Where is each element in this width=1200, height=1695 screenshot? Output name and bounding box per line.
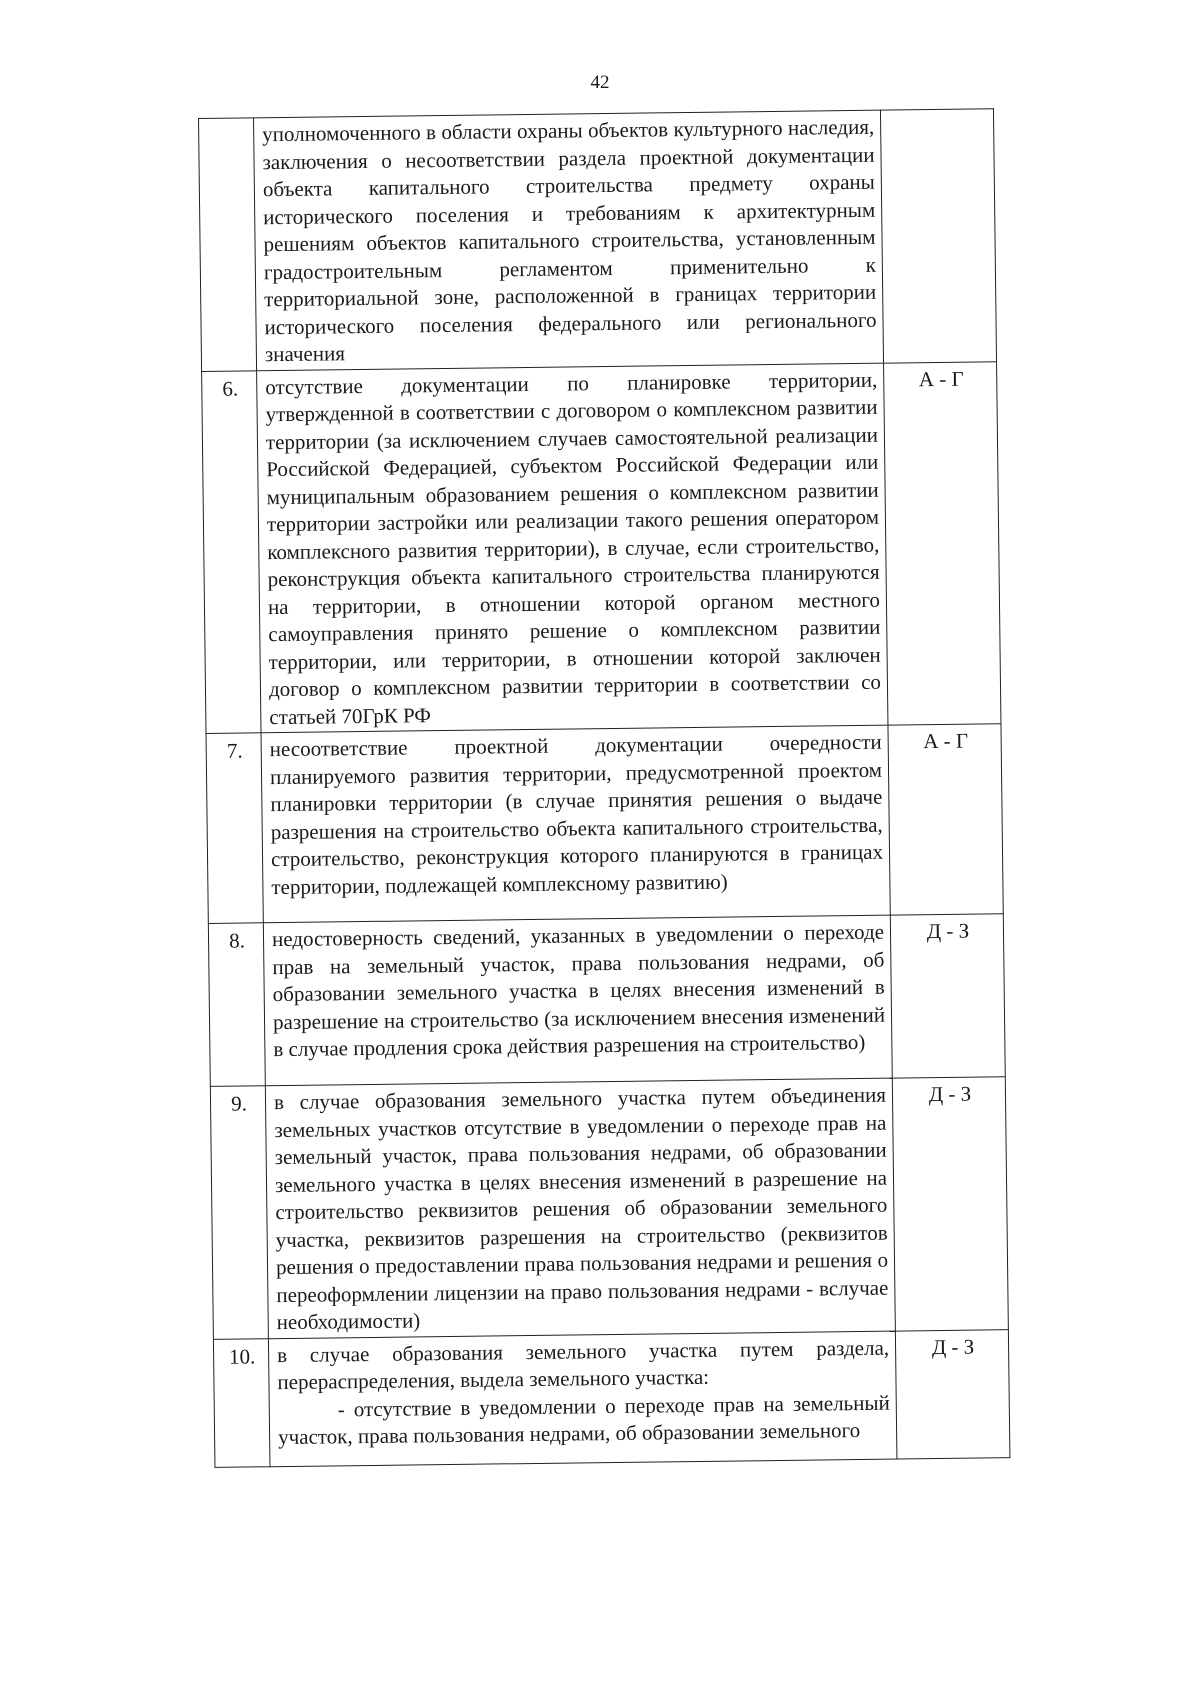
row-number: 8. bbox=[208, 923, 265, 1087]
row-code: Д - З bbox=[895, 1329, 1010, 1458]
row-text: в случае образования земельного участка путем объединения земельных участков отсутствие в уведомлении о переходе прав на земельный участок, права пользования недрами, об образовании земельного участка в целях внесения изменений в разрешение на строительство реквизитов решения об образовании земельного участка, реквизитов разрешения на строительство (реквизитов решения о предоставлении права пользования недрами и решения о переоформлении лицензии на право пользования недрами - вслучае необходимости) bbox=[265, 1078, 895, 1338]
grounds-table bbox=[198, 108, 1010, 1467]
row-code: Д - З bbox=[890, 914, 1005, 1078]
table-row bbox=[202, 361, 1001, 733]
row-text: недостоверность сведений, указанных в уведомлении о переходе прав на земельный участок, права пользования недрами, об образовании земельного участка в целях внесения изменений в разрешение на строительство (за исключением внесения изменений в случае продления срока действия разрешения на строительство) bbox=[263, 915, 892, 1086]
table-row bbox=[199, 109, 997, 371]
row-number: 9. bbox=[210, 1086, 268, 1339]
row-code bbox=[880, 109, 996, 363]
table-row bbox=[206, 724, 1003, 924]
row-code: Д - З bbox=[892, 1077, 1008, 1331]
row-text: отсутствие документации по планировке территории, утвержденной в соответствии с договором о комплексном развитии территории (за исключением случаев самостоятельной реализации Российской Федерацией, субъектом Российской Федерации или муниципальным образованием решения о комплексном развитии территории застройки или реализации такого решения оператором комплексного развития территории), в случае, если строительство, реконструкция объекта капитального строительства планируются на территории, в отношении которой органом местного самоуправления принято решение о комплексном развитии территории, или территории, в отношении которой заключен договор о комплексном развитии территории в соответствии со статьей 70ГрК РФ bbox=[257, 363, 888, 733]
row-number bbox=[199, 118, 257, 371]
row-text-cell bbox=[268, 1331, 897, 1467]
row-text: в случае образования земельного участка путем раздела, перераспределения, выдела земельного участка: bbox=[276, 1335, 890, 1395]
row-number: 7. bbox=[206, 733, 263, 924]
row-code: А - Г bbox=[884, 361, 1001, 725]
row-text: уполномоченного в области охраны объектов культурного наследия, заключения о несоответствии раздела проектной документации объекта капитального строительства предмету охраны исторического поселения и требованиям к архитектурным решениям объектов капитального строительства, установленным градостроительным регламентом применительно к территориальной зоне, расположенной в границах территории исторического поселения федерального или регионального значения bbox=[254, 110, 884, 370]
page-number: 42 bbox=[590, 72, 610, 93]
row-text: несоответствие проектной документации очередности планируемого развития территории, предусмотренной проектом планировки территории (в случае принятия решения о выдаче разрешения на строительство объекта капитального строительства, строительство, реконструкция которого планируются в границах территории, подлежащей комплексному развитию) bbox=[261, 725, 890, 923]
row-code: А - Г bbox=[888, 724, 1003, 915]
table-row bbox=[213, 1329, 1010, 1467]
row-number: 6. bbox=[202, 370, 261, 733]
row-number: 10. bbox=[213, 1338, 270, 1467]
table-row bbox=[210, 1077, 1008, 1339]
row-text-continuation: - отсутствие в уведомлении о переходе прав на земельный участок, права пользования недрами, об образовании земельного bbox=[277, 1390, 890, 1450]
table-row bbox=[208, 914, 1005, 1087]
